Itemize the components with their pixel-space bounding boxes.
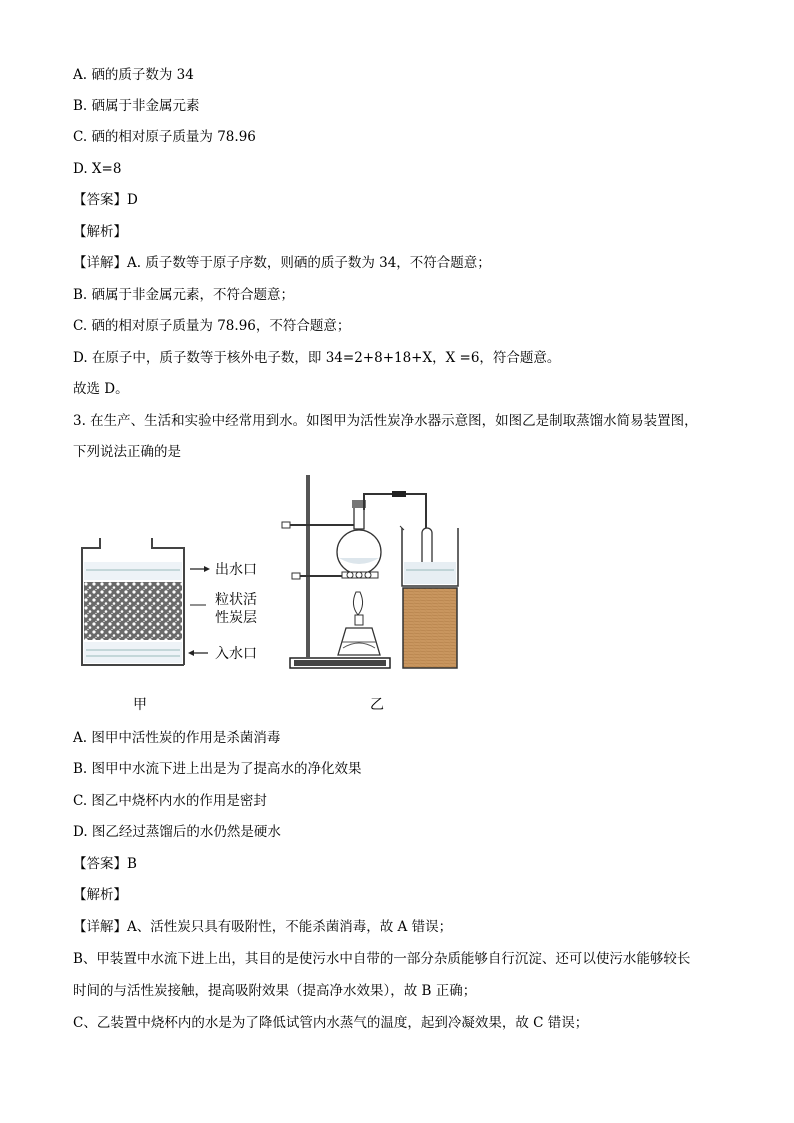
question-3-stem-cont: 下列说法正确的是 (73, 444, 181, 460)
caption-yi: 乙 (370, 697, 384, 713)
distillation-yi (282, 475, 458, 668)
question-3-stem: 3. 在生产、生活和实验中经常用到水。如图甲为活性炭净水器示意图，如图乙是制取蒸馏水简易装置图， (73, 413, 698, 429)
carbon-label-line1: 粒状活 (215, 592, 257, 608)
option-c-text: C. 硒的相对原子质量为 78.96 (73, 129, 256, 145)
purifier-jia (82, 538, 210, 665)
q3-detail-b-cont: 时间的与活性炭接触，提高吸附效果（提高净水效果），故 B 正确； (73, 983, 477, 999)
q3-analysis-heading: 【解析】 (73, 887, 127, 903)
q3-answer-line: 【答案】B (73, 856, 137, 872)
conclusion-line: 故选 D。 (73, 381, 129, 397)
detail-line: 【详解】A. 质子数等于原子序数，则硒的质子数为 34，不符合题意； (73, 255, 491, 271)
explain-b: B. 硒属于非金属元素，不符合题意； (73, 287, 295, 303)
option-b-text: B. 硒属于非金属元素 (73, 98, 200, 114)
option-d-text: D. X=8 (73, 161, 122, 177)
apparatus-figure (60, 470, 480, 720)
q3-detail-c: C、乙装置中烧杯内的水是为了降低试管内水蒸气的温度，起到冷凝效果，故 C 错误； (73, 1015, 589, 1031)
option-a-text: A. 硒的质子数为 34 (73, 67, 194, 83)
q3-option-c: C. 图乙中烧杯内水的作用是密封 (73, 793, 267, 809)
caption-jia: 甲 (133, 697, 147, 713)
carbon-label-line2: 性炭层 (215, 610, 257, 626)
apparatus-diagram (60, 470, 480, 720)
q3-option-b: B. 图甲中水流下进上出是为了提高水的净化效果 (73, 761, 362, 777)
q3-option-d: D. 图乙经过蒸馏后的水仍然是硬水 (73, 824, 281, 840)
explain-c: C. 硒的相对原子质量为 78.96，不符合题意； (73, 318, 351, 334)
inlet-label: 入水口 (215, 646, 257, 662)
q3-detail-b: B、甲装置中水流下进上出，其目的是使污水中自带的一部分杂质能够自行沉淀、还可以使污水能够较长 (73, 951, 691, 967)
answer-line: 【答案】D (73, 192, 138, 208)
q3-detail-a: 【详解】A、活性炭只具有吸附性，不能杀菌消毒，故 A 错误； (73, 919, 453, 935)
analysis-heading: 【解析】 (73, 224, 127, 240)
q3-option-a: A. 图甲中活性炭的作用是杀菌消毒 (73, 730, 281, 746)
outlet-label: 出水口 (215, 562, 257, 578)
explain-d: D. 在原子中，质子数等于核外电子数，即 34=2+8+18+X，X =6，符合题意。 (73, 350, 561, 366)
